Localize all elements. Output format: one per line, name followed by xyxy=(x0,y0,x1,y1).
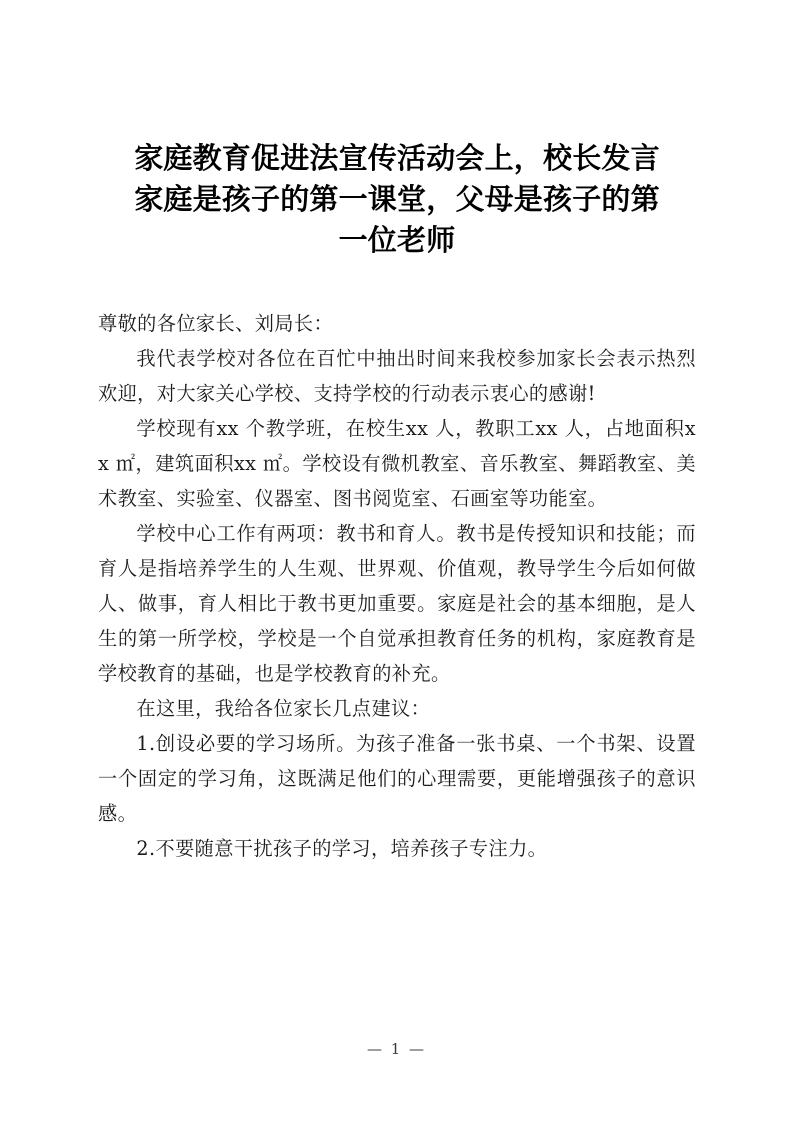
body-paragraph-3: 学校中心工作有两项：教书和育人。教书是传授知识和技能；而育人是指培养学生的人生观、世界观、价值观，教导学生今后如何做人、做事，育人相比于教书更加重要。家庭是社会的基本细胞，是人生的第一所学校，学校是一个自觉承担教育任务的机构，家庭教育是学校教育的基础，也是学校教育的补充。 xyxy=(98,522,696,685)
title-line-1: 家庭教育促进法宣传活动会上，校长发言 xyxy=(134,141,660,175)
page-title xyxy=(98,138,696,261)
body-paragraph-2: 学校现有xx 个教学班，在校生xx 人，教职工xx 人，占地面积xx ㎡，建筑面积xx ㎡。学校设有微机教室、音乐教室、舞蹈教室、美术教室、实验室、仪器室、图书阅览室、石画室等功能室。 xyxy=(98,417,696,510)
title-line-2: 家庭是孩子的第一课堂，父母是孩子的第 xyxy=(134,182,660,216)
body-paragraph-4: 在这里，我给各位家长几点建议： xyxy=(136,697,431,720)
body-paragraph-1: 我代表学校对各位在百忙中抽出时间来我校参加家长会表示热烈欢迎，对大家关心学校、支持学校的行动表示衷心的感谢! xyxy=(98,347,696,405)
document-body xyxy=(98,306,696,866)
title-line-3: 一位老师 xyxy=(338,223,456,257)
salutation: 尊敬的各位家长、刘局长： xyxy=(98,312,334,335)
body-paragraph-5: 1.创设必要的学习场所。为孩子准备一张书桌、一个书架、设置一个固定的学习角，这既满足他们的心理需要，更能增强孩子的意识感。 xyxy=(98,732,696,825)
body-paragraph-6: 2.不要随意干扰孩子的学习，培养孩子专注力。 xyxy=(136,837,548,860)
page-number-footer: — 1 — xyxy=(366,1040,427,1058)
